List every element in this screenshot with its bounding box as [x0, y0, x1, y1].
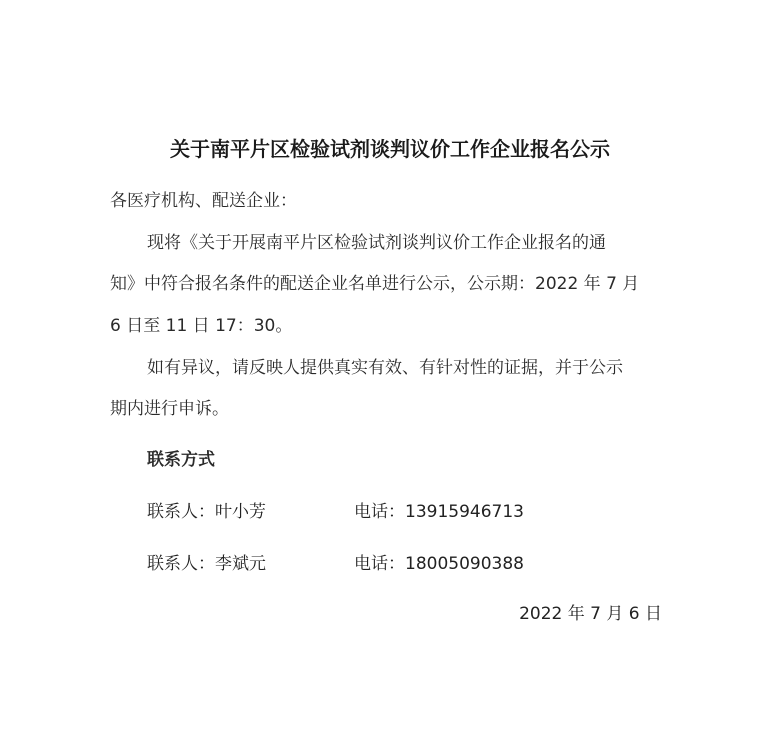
contact-name-2: 联系人：李斌元	[147, 554, 266, 574]
contact-phone-1: 电话：13915946713	[354, 502, 524, 522]
paragraph1-line1: 现将《关于开展南平片区检验试剂谈判议价工作企业报名的通	[147, 233, 606, 253]
paragraph2-line1: 如有异议，请反映人提供真实有效、有针对性的证据，并于公示	[147, 358, 623, 378]
paragraph1-line2: 知》中符合报名条件的配送企业名单进行公示，公示期：2022 年 7 月	[110, 274, 640, 294]
paragraph1-line3: 6 日至 11 日 17：30。	[110, 316, 293, 336]
document-title: 关于南平片区检验试剂谈判议价工作企业报名公示	[170, 137, 610, 161]
contact-phone-2: 电话：18005090388	[354, 554, 524, 574]
salutation: 各医疗机构、配送企业：	[110, 191, 297, 211]
document-date: 2022 年 7 月 6 日	[519, 604, 662, 624]
paragraph2-line2: 期内进行申诉。	[110, 399, 229, 419]
contact-heading: 联系方式	[147, 450, 215, 470]
contact-name-1: 联系人：叶小芳	[147, 502, 266, 522]
